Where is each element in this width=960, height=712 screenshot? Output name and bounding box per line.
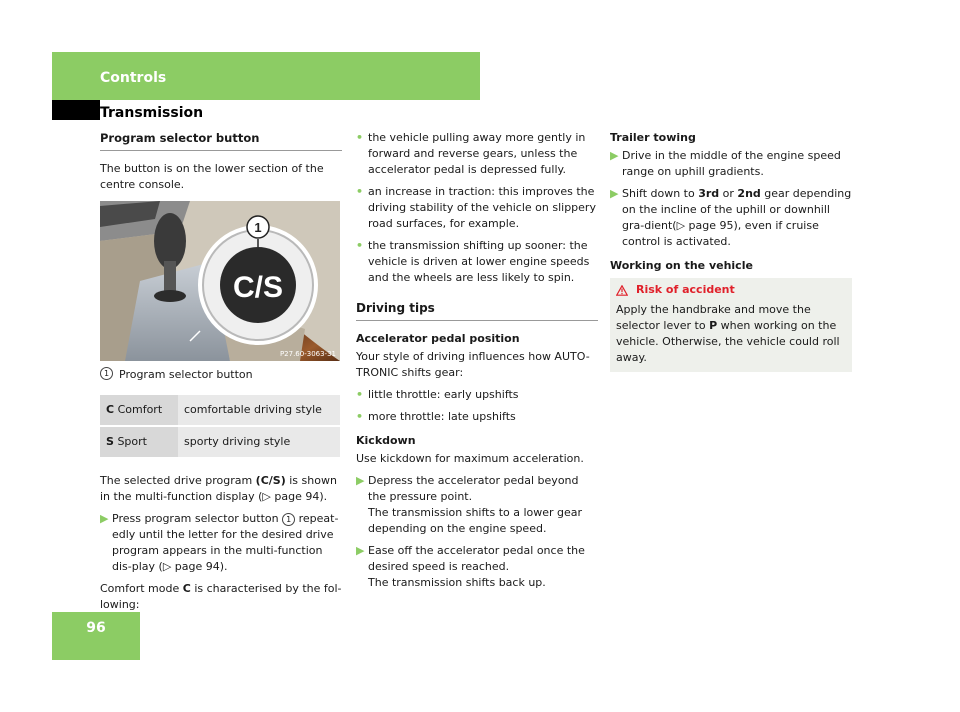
mode-letter: S (106, 435, 114, 448)
list-item: • the vehicle pulling away more gently in forward and reverse gears, unless the accelerator pedal is depressed fully. (356, 131, 586, 176)
mode-letter: C (106, 403, 115, 416)
step-press-selector: ▶ Press program selector button 1 repeat-edly until the letter for the desired drive program appears in the multi-function dis-play (▷ page 94). (100, 512, 339, 573)
step-ease-off-pedal: ▶ Ease off the accelerator pedal once the desired speed is reached. The transmission shifts back up. (356, 544, 585, 589)
bullet-dot-icon: • (356, 410, 364, 423)
step-shift-down: ▶ Shift down to 3rd or 2nd gear depending on the incline of the uphill or downhill gra-dient(▷ page 95), even if cruise control is activated. (610, 187, 852, 248)
list-item: • little throttle: early upshifts (356, 388, 519, 401)
warning-triangle-icon (616, 285, 628, 296)
program-selector-photo (100, 201, 340, 361)
table-row (100, 394, 340, 426)
trailer-towing-heading: Trailer towing (610, 131, 696, 144)
comfort-mode-paragraph: Comfort mode C is characterised by the fol-lowing: (100, 582, 342, 611)
page-number-box (52, 612, 140, 660)
caption-number-icon: 1 (100, 367, 113, 380)
table-row (100, 426, 340, 457)
cs-button-label: C/S (232, 271, 284, 304)
column-2 (356, 130, 598, 597)
display-paragraph: The selected drive program (C/S) is shown in the multi-function display (▷ page 94). (100, 474, 337, 503)
step-arrow-icon: ▶ (356, 474, 365, 487)
list-item: • an increase in traction: this improves the driving stability of the vehicle on slippery road surfaces, for example. (356, 185, 596, 230)
accelerator-text: Your style of driving influences how AUTO-TRONIC shifts gear: (356, 350, 590, 379)
caption-text: Program selector button (119, 368, 253, 381)
step-uphill: ▶ Drive in the middle of the engine speed range on uphill gradients. (610, 149, 841, 178)
mode-description: comfortable driving style (178, 394, 340, 426)
column-3 (610, 130, 852, 372)
image-code: P27.60-3063-31 (279, 350, 336, 358)
program-selector-heading: Program selector button (100, 130, 342, 151)
drive-modes-table (100, 393, 340, 457)
intro-text: The button is on the lower section of the centre console. (100, 162, 324, 191)
kickdown-text: Use kickdown for maximum acceleration. (356, 452, 584, 465)
console-illustration (100, 201, 340, 361)
chapter-tab-marker (52, 100, 100, 120)
column-1 (100, 130, 342, 619)
list-item: • more throttle: late upshifts (356, 410, 516, 423)
callout-number: 1 (254, 220, 262, 235)
list-item: • the transmission shifting up sooner: the vehicle is driven at lower engine speeds and the wheels are less likely to spin. (356, 239, 590, 284)
driving-tips-heading: Driving tips (356, 300, 598, 321)
photo-caption (100, 367, 342, 383)
mode-name: Comfort (117, 403, 163, 416)
step-depress-pedal: ▶ Depress the accelerator pedal beyond the pressure point. The transmission shifts to a lower gear depending on the engine speed. (356, 474, 583, 535)
warning-text: Apply the handbrake and move the selector lever to P when working on the vehicle. Otherwise, the vehicle could roll away. (616, 303, 840, 364)
accelerator-heading: Accelerator pedal position (356, 332, 520, 345)
step-number-icon: 1 (282, 513, 295, 526)
warning-box (610, 278, 852, 372)
kickdown-heading: Kickdown (356, 434, 416, 447)
warning-title: Risk of accident (616, 282, 846, 298)
working-on-vehicle-heading: Working on the vehicle (610, 259, 753, 272)
step-arrow-icon: ▶ (356, 544, 365, 557)
mode-description: sporty driving style (178, 426, 340, 457)
step-arrow-icon: ▶ (610, 187, 619, 200)
bullet-dot-icon: • (356, 131, 364, 144)
step-arrow-icon: ▶ (610, 149, 619, 162)
page-number: 96 (86, 620, 106, 636)
mode-name: Sport (117, 435, 147, 448)
step-arrow-icon: ▶ (100, 512, 109, 525)
bullet-dot-icon: • (356, 239, 364, 252)
bullet-dot-icon: • (356, 185, 364, 198)
chapter-title: Transmission (100, 105, 204, 121)
bullet-dot-icon: • (356, 388, 364, 401)
section-label: Controls (100, 70, 167, 86)
